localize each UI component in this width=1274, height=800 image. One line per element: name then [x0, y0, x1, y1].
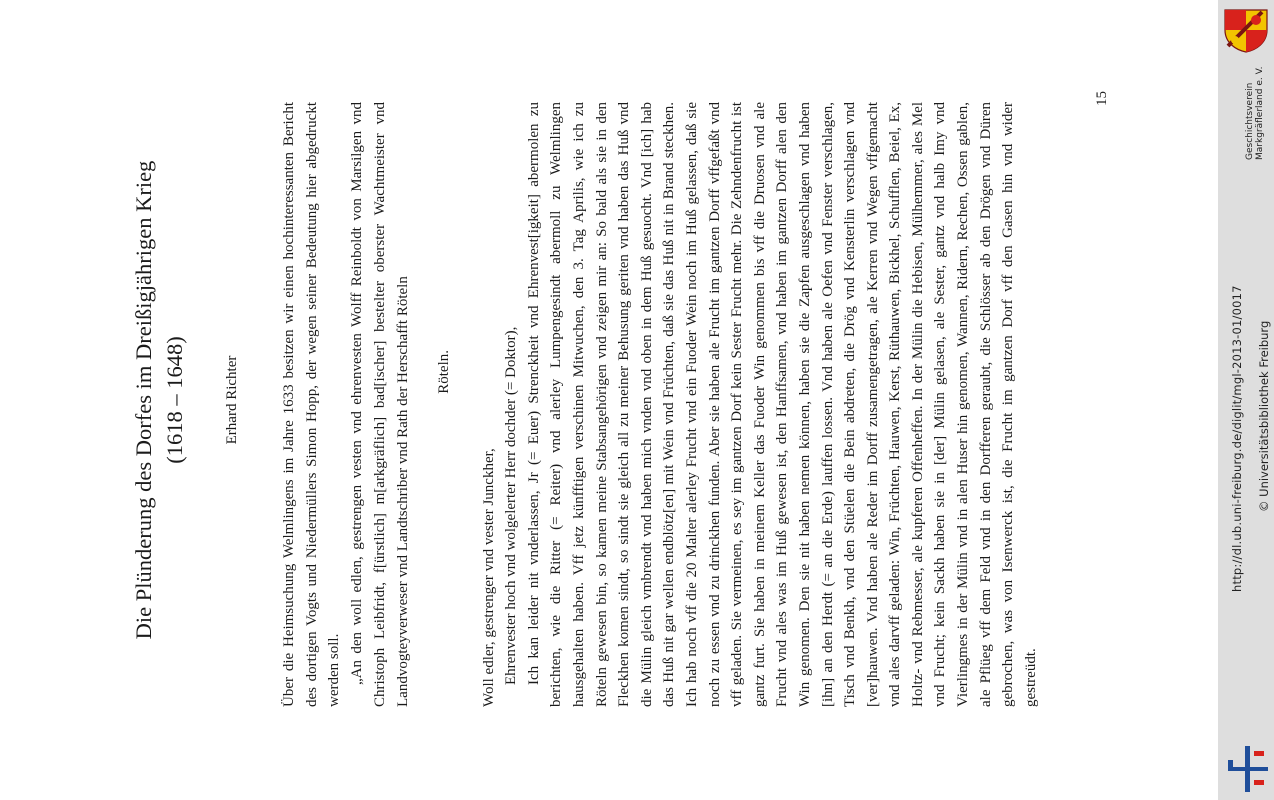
intro-paragraph: Über die Heimsuchung Welmlingens im Jahre 1633 besitzen wir einen hochinteressanten Bericht des dortigen Vogts und Niedermüllers Simon Hopp, der wegen seiner Bedeutung hier abgedruckt werden soll.: [281, 102, 343, 707]
salutation-line-1: Woll edler, gestrenger vnd vester Junckher,: [480, 448, 497, 707]
source-url-link[interactable]: http://dl.ub.uni-freiburg.de/diglit/mgl-2013-01/0017: [1230, 285, 1244, 592]
letter-section: [433, 102, 1042, 707]
society-name: [1245, 67, 1265, 160]
page-title: [128, 40, 190, 760]
ub-freiburg-logo-icon[interactable]: [1226, 746, 1270, 792]
author: Erhard Richter: [224, 355, 240, 445]
letter-place: Röteln.: [436, 350, 452, 394]
society-line-2: Markgräflerland e. V.: [1255, 66, 1265, 160]
address-paragraph: „An den woll edlen, gestrengen vesten vnd ehrenvesten Wolff Reinboldt von Marsilgen vnd Christoph Leibfridt, f[ürstlich] m[arkgräflich] bad[ischer] bestelter oberster Wachtmeister vnd Landvogteyverweser vnd Landtschriber vnd Rath der Herschafft Röteln: [349, 102, 411, 707]
title-line-1: Die Plünderung des Dorfes im Dreißigjährigen Krieg: [131, 160, 156, 640]
society-line-1: Geschichtsverein: [1245, 82, 1255, 160]
coat-of-arms-icon: [1222, 6, 1270, 54]
intro-section: [278, 102, 414, 707]
salutation-line-2: Ehrenvester hoch vnd wolgelerter Herr dochder (= Doktor),: [503, 326, 520, 685]
page-number: 15: [1094, 91, 1110, 106]
copyright-notice: © Universitätsbibliothek Freiburg: [1257, 320, 1271, 512]
title-line-2: (1618 – 1648): [162, 336, 187, 464]
letter-body: Ich kan leider nit vnderlassen, Jr (= Euer) Strenckheit vnd Ehrenvest[igkeit] abermolen zu berichten, wie die Ritter (= Reiter) vnd alerley Lumpengesindt abermoll zu Welmlingen hausgehalten haben. Vff jetz künfftigen verschinen Mitwuchen, den 3. Tag Aprilis, wie ich zu Röteln gewesen bin, so kamen meine Stabsangehörigen vnd zeigen mir an: So bald als sie in den Fleckhen komen sindt, so sindt sie gleich all zu meiner Behusung geriten vnd haben das Huß vnd die Mülin gleich vmbrendt vnd haben mich vnden vnd oben in dem Huß gesuocht. Vnd [ich] hab das Huß nit gar wellen endblötz[en] mit Wein vnd Früchten, daß sie das Huß nit in Brand steckhen. Ich hab noch vff die 20 Malter alerley Frucht vnd ein Fuoder Wein noch im Huß gelassen, daß sie noch zu essen vnd zu drinckhen funden. Aber sie haben ale Frucht im gantzen Dorff vffgefaßt vnd vff geladen. Sie vermeinen, es sey im gantzen Dorf kein Sester Frucht mehr. Die Zehndenfrucht ist gantz furt. Sie haben in meinem Keller das Fuoder Win genommen bis vff die Druosen vnd ale Frucht vnd ales was im Huß gewesen ist, den Hanffsamen, vnd haben im gantzen Dorff alen den Win genomen. Den sie nit haben nemen können, haben sie die Zapfen ausgeschlagen vnd haben [ihn] an den Herdt (= an die Erde) lauffen lossen. Vnd haben ale Oefen vnd Fenster verschlagen, Tisch vnd Benkh, vnd den Stüelen die Bein abdreten, die Drög vnd Kensterlin verschlagen vnd [ver]hauwen. Vnd haben ale Reder im Dorff zusamengetragen, ale Kerren vnd Wegen vffgemacht vnd ales darvff geladen: Win, Früchten, Hauwen, Kerst, Rüthauwen, Bickhel, Schufflen, Beiel, Ex, Holtz- vnd Rebmesser, ale kupferen Offenheffen. In der Mülin die Hebisen, Mülhemmer, ales Mel vnd Frucht; kein Sackh haben sie in [der] Mülin gelasen, ale Sester, gantz vnd halb Imy vnd Vierlingmes in der Mülin vnd in alen Huser hin genomen, Wannen, Ridern, Rechen, Ossen gablen, ale Pflüeg vff dem Feld vnd in den Dorfferen geraubt, die Schlösser ab den Drögen vnd Düren gebrochen, was von Isenwerck ist, die Frucht im gantzen Dorf vff den Gasen hin vnd wider gestreüdt.: [525, 102, 1039, 707]
